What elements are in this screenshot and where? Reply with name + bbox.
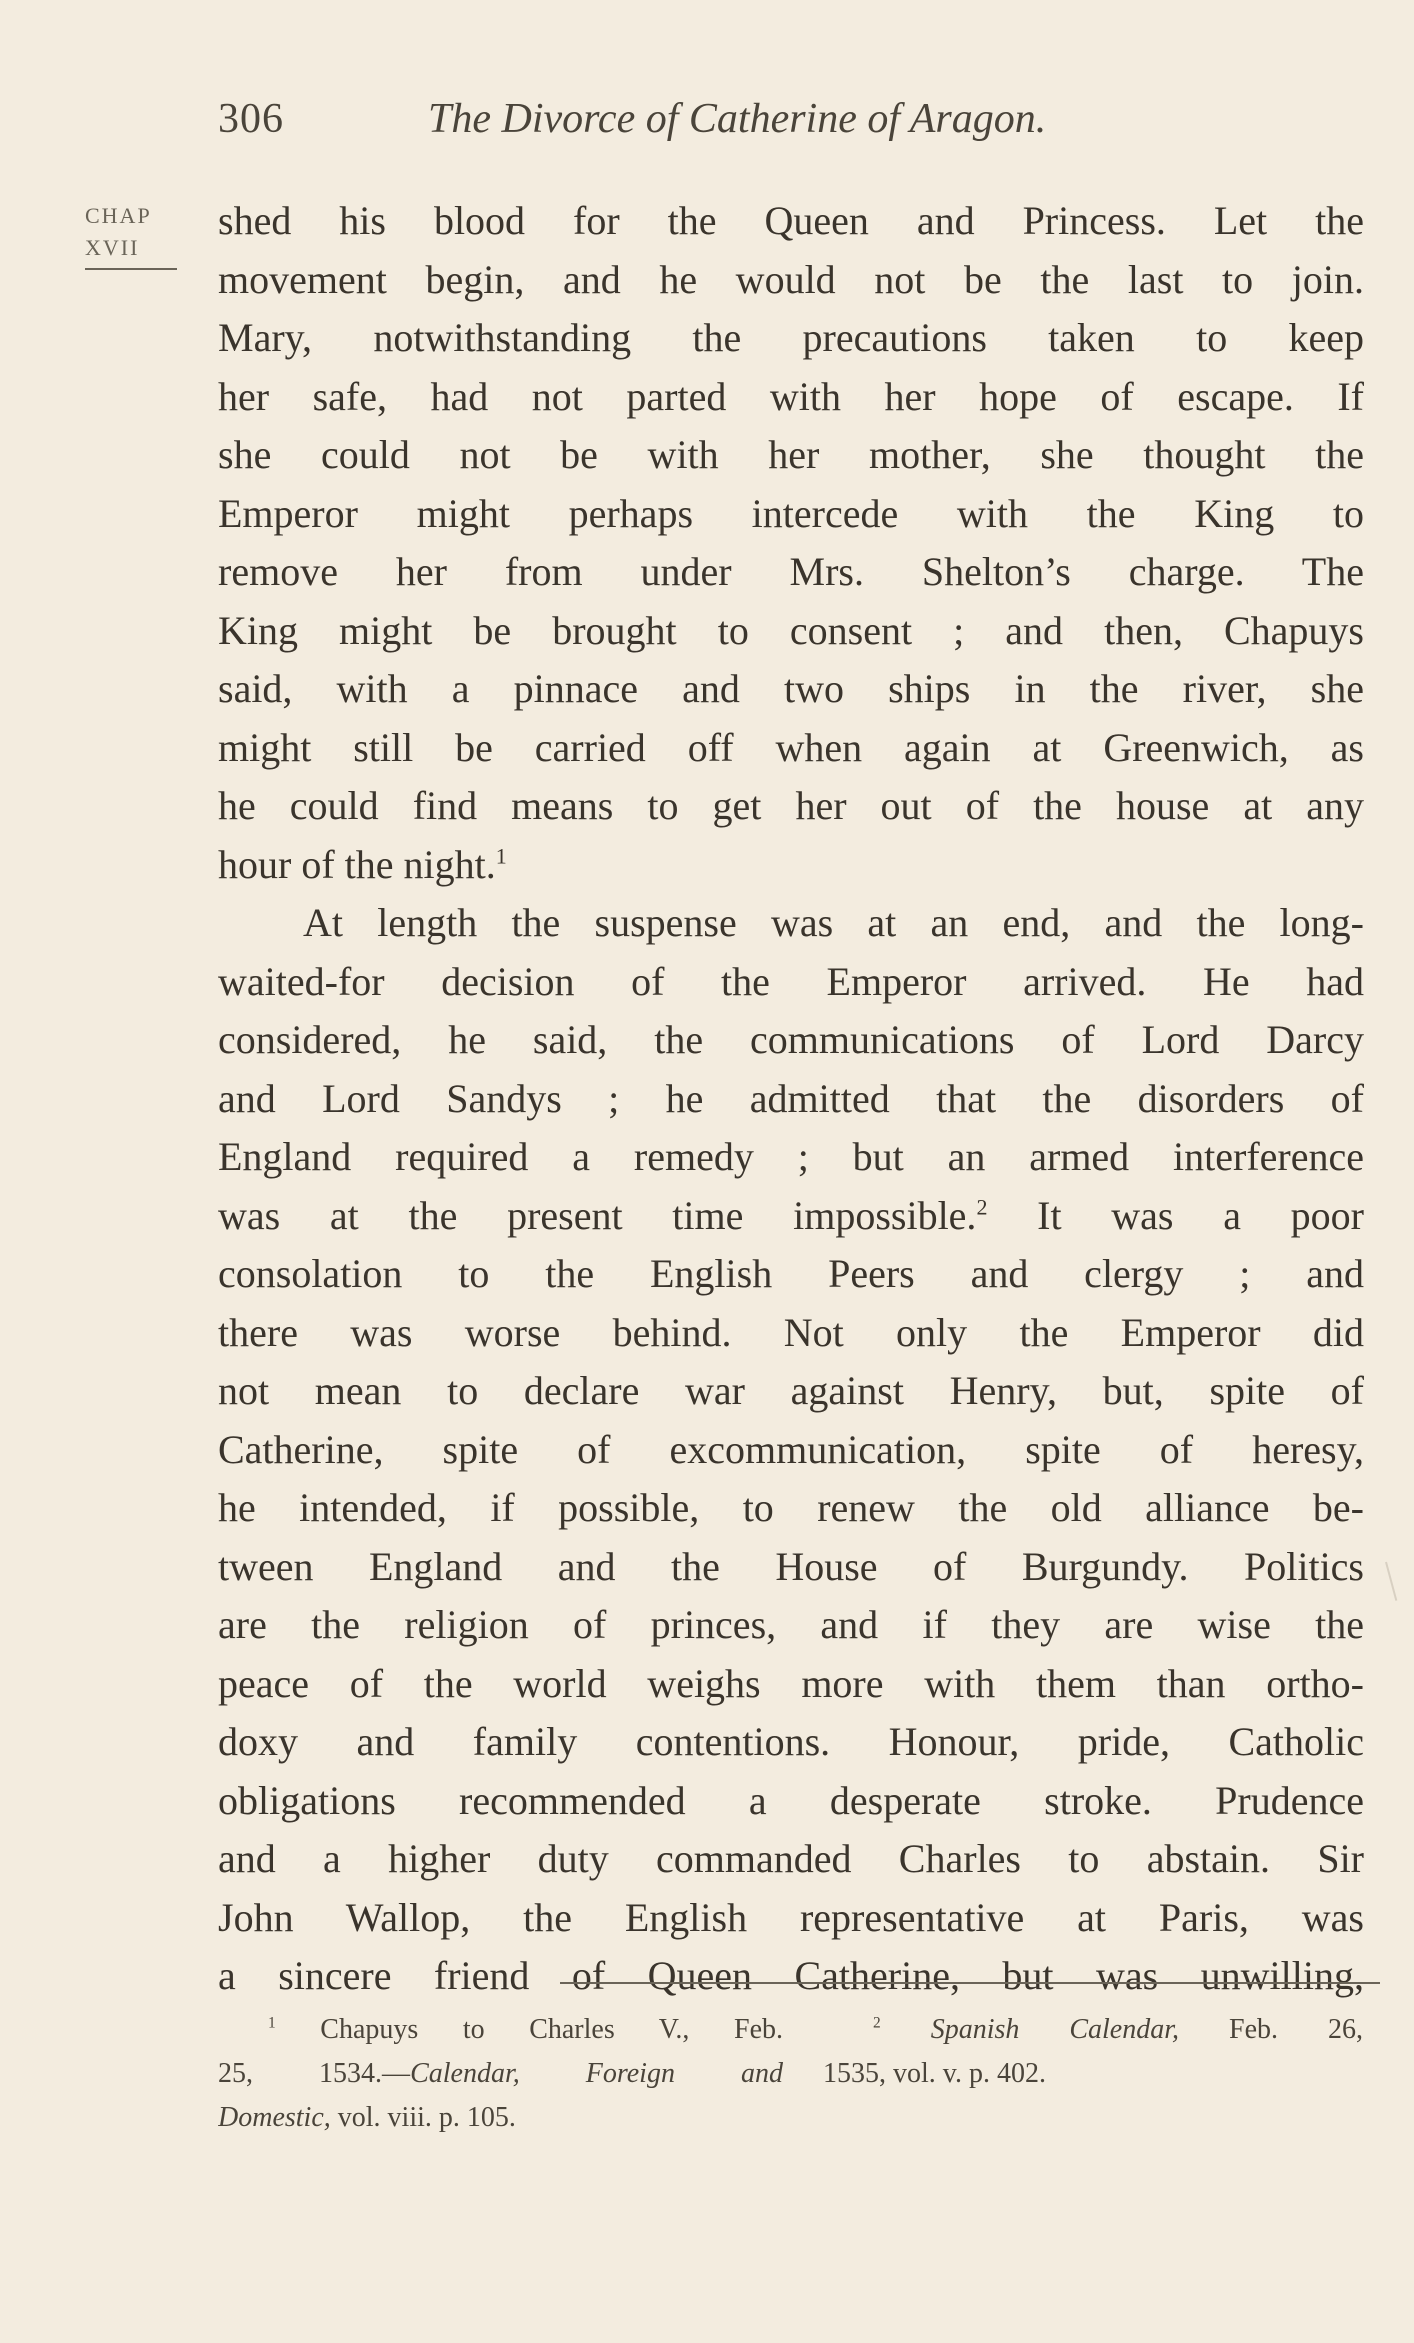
text-fragment: hour of the night. (218, 841, 496, 887)
footnote-marker: 1 (268, 2014, 276, 2032)
text-line: Mary, notwithstanding the precautions taken to keep (218, 315, 1364, 360)
text-line: might still be carried off when again at Greenwich, as (218, 724, 1364, 770)
text-line: remove her from under Mrs. Shelton’s charge. The (218, 549, 1364, 594)
footnote-text: Feb. 26, (1179, 2014, 1363, 2045)
text-line (218, 836, 1364, 895)
text-line: her safe, had not parted with her hope of escape. If (218, 373, 1364, 419)
sidenote-chapter-number: XVII (85, 235, 140, 260)
text-line: he could find means to get her out of the house at any (218, 783, 1364, 828)
text-line: obligations recommended a desperate stroke. Prudence (218, 1777, 1364, 1823)
footnote-italic: Spanish Calendar, (880, 2014, 1180, 2045)
text-line: peace of the world weighs more with them than ortho- (218, 1660, 1364, 1706)
text-line: movement begin, and he would not be the last to join. (218, 256, 1364, 302)
text-fragment: It was a poor (987, 1192, 1364, 1238)
text-line: a sincere friend of Queen Catherine, but was unwilling, (218, 1953, 1364, 1998)
page-edge-mark (1385, 1559, 1407, 1601)
footnote-2 (823, 2008, 1363, 2096)
text-line: consolation to the English Peers and clergy ; and (218, 1251, 1364, 1296)
text-line: said, with a pinnace and two ships in the river, she (218, 666, 1364, 711)
footnote-line (218, 2052, 783, 2096)
sidenote-chap: CHAP (85, 203, 152, 228)
text-line: she could not be with her mother, she thought the (218, 432, 1364, 477)
text-line (218, 1187, 1364, 1246)
text-line: England required a remedy ; but an armed interference (218, 1134, 1364, 1179)
text-line: he intended, if possible, to renew the old alliance be- (218, 1485, 1364, 1530)
body-text (218, 192, 1364, 2006)
running-title: The Divorce of Catherine of Aragon. (428, 96, 1047, 142)
text-line: John Wallop, the English representative at Paris, was (218, 1894, 1364, 1940)
footnote-1 (218, 2008, 783, 2140)
text-line: King might be brought to consent ; and then, Chapuys (218, 607, 1364, 653)
footnote-text: Chapuys to Charles V., Feb. (275, 2014, 783, 2045)
text-line: waited-for decision of the Emperor arrived. He had (218, 958, 1364, 1004)
footnote-divider (560, 1982, 1380, 1984)
text-line: Catherine, spite of excommunication, spite of heresy, (218, 1426, 1364, 1472)
page-number: 306 (218, 96, 284, 142)
footnote-ref-2: 2 (976, 1194, 988, 1220)
sidenote-rule (85, 268, 177, 270)
footnote-marker: 2 (873, 2014, 881, 2032)
text-line: not mean to declare war against Henry, but, spite of (218, 1368, 1364, 1413)
footnote-line (218, 2096, 783, 2140)
footnote-italic: Domestic, (218, 2102, 331, 2133)
footnote-line (823, 2008, 1363, 2052)
text-line: doxy and family contentions. Honour, pride, Catholic (218, 1719, 1364, 1764)
chapter-sidenote (85, 200, 185, 270)
running-header (218, 95, 1218, 155)
text-line: considered, he said, the communications of Lord Darcy (218, 1017, 1364, 1062)
text-line: are the religion of princes, and if they are wise the (218, 1602, 1364, 1647)
text-line: and a higher duty commanded Charles to abstain. Sir (218, 1836, 1364, 1881)
text-line: Emperor might perhaps intercede with the King to (218, 490, 1364, 536)
footnotes (218, 2008, 1364, 2178)
footnote-line: 1535, vol. v. p. 402. (823, 2058, 1046, 2089)
footnote-italic: Calendar, Foreign and (410, 2058, 783, 2089)
text-fragment: was at the present time impossible. (218, 1192, 977, 1238)
footnote-ref-1: 1 (495, 843, 507, 869)
text-line: tween England and the House of Burgundy. Politics (218, 1543, 1364, 1589)
text-line: there was worse behind. Not only the Emperor did (218, 1309, 1364, 1355)
text-line: and Lord Sandys ; he admitted that the disorders of (218, 1075, 1364, 1121)
footnote-text: vol. viii. p. 105. (330, 2102, 516, 2133)
footnote-line (218, 2008, 783, 2052)
text-line: At length the suspense was at an end, and the long- (303, 900, 1364, 945)
text-line: shed his blood for the Queen and Princess. Let the (218, 198, 1364, 243)
footnote-text: 25, 1534.— (218, 2058, 411, 2089)
